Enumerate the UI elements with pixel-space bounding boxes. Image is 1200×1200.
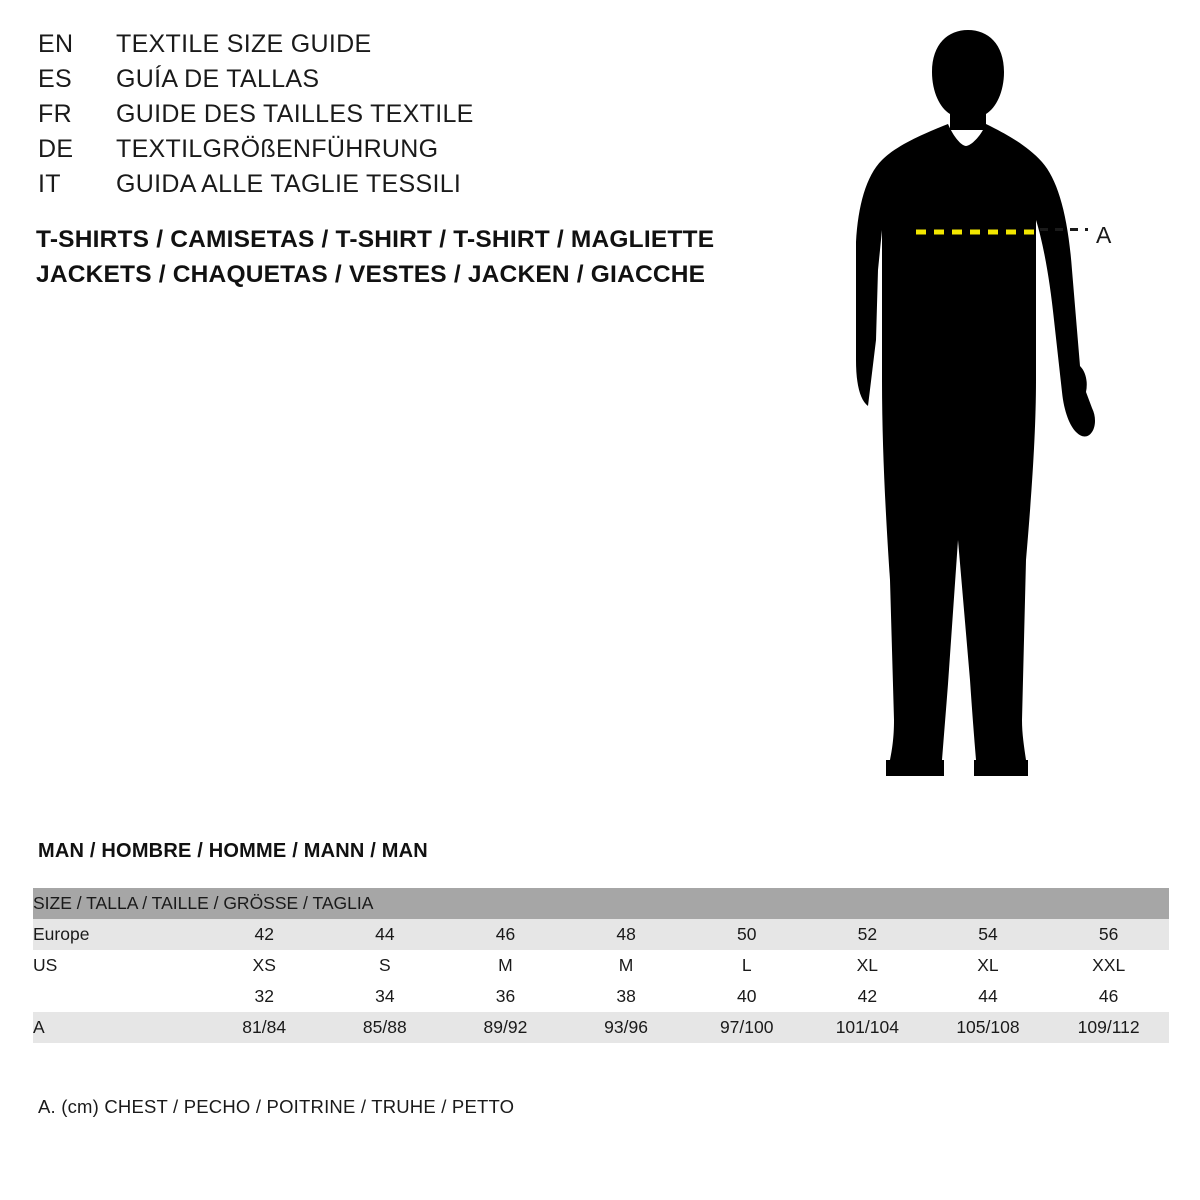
cell-value: 38 <box>566 981 687 1012</box>
garment-type-tshirts: T-SHIRTS / CAMISETAS / T-SHIRT / T-SHIRT / MAGLIETTE <box>36 226 715 253</box>
cell-value: 105/108 <box>928 1012 1049 1043</box>
language-text: GUÍA DE TALLAS <box>116 65 320 93</box>
table-row <box>33 888 1169 919</box>
language-text: TEXTILE SIZE GUIDE <box>116 30 372 58</box>
table-row <box>33 1012 1169 1043</box>
language-text: GUIDA ALLE TAGLIE TESSILI <box>116 170 462 198</box>
cell-value: 81/84 <box>204 1012 325 1043</box>
language-code: FR <box>38 100 72 128</box>
cell-value: 56 <box>1048 919 1169 950</box>
cell-value: 44 <box>928 981 1049 1012</box>
language-row <box>38 170 758 205</box>
cell-value: 50 <box>686 919 807 950</box>
row-label-blank <box>33 981 204 1012</box>
cell-value: 42 <box>807 981 928 1012</box>
table-footnote: A. (cm) CHEST / PECHO / POITRINE / TRUHE / PETTO <box>38 1096 515 1117</box>
row-label-us: US <box>33 950 204 981</box>
language-code: ES <box>38 65 72 93</box>
table-row <box>33 981 1169 1012</box>
cell-value: XS <box>204 950 325 981</box>
garment-type-list <box>36 222 796 292</box>
cell-value: 89/92 <box>445 1012 566 1043</box>
cell-value: S <box>325 950 446 981</box>
cell-value: 36 <box>445 981 566 1012</box>
garment-type-jackets: JACKETS / CHAQUETAS / VESTES / JACKEN / GIACCHE <box>36 261 706 288</box>
table-row <box>33 950 1169 981</box>
language-code: IT <box>38 170 61 198</box>
language-code: DE <box>38 135 74 163</box>
language-list <box>38 30 758 205</box>
cell-value: 46 <box>445 919 566 950</box>
language-row <box>38 135 758 170</box>
row-label-europe: Europe <box>33 919 204 950</box>
cell-value: M <box>445 950 566 981</box>
male-figure-illustration <box>820 20 1180 790</box>
language-code: EN <box>38 30 74 58</box>
cell-value: XXL <box>1048 950 1169 981</box>
cell-value: 42 <box>204 919 325 950</box>
measure-label-a: A <box>1096 222 1112 248</box>
language-row <box>38 30 758 65</box>
cell-value: 48 <box>566 919 687 950</box>
table-row <box>33 919 1169 950</box>
cell-value: XL <box>928 950 1049 981</box>
cell-value: M <box>566 950 687 981</box>
cell-value: 54 <box>928 919 1049 950</box>
cell-value: 34 <box>325 981 446 1012</box>
cell-value: 101/104 <box>807 1012 928 1043</box>
cell-value: 52 <box>807 919 928 950</box>
language-text: TEXTILGRÖßENFÜHRUNG <box>116 135 439 163</box>
cell-value: XL <box>807 950 928 981</box>
language-row <box>38 100 758 135</box>
size-table-header-label: SIZE / TALLA / TAILLE / GRÖSSE / TAGLIA <box>33 888 1169 919</box>
cell-value: 44 <box>325 919 446 950</box>
cell-value: 32 <box>204 981 325 1012</box>
cell-value: 85/88 <box>325 1012 446 1043</box>
cell-value: 46 <box>1048 981 1169 1012</box>
size-table <box>33 888 1169 1043</box>
language-row <box>38 65 758 100</box>
cell-value: 109/112 <box>1048 1012 1169 1043</box>
cell-value: 40 <box>686 981 807 1012</box>
language-text: GUIDE DES TAILLES TEXTILE <box>116 100 474 128</box>
cell-value: L <box>686 950 807 981</box>
cell-value: 93/96 <box>566 1012 687 1043</box>
row-label-a: A <box>33 1012 204 1043</box>
table-section-title: MAN / HOMBRE / HOMME / MANN / MAN <box>38 840 428 862</box>
measure-leader-line <box>1040 228 1088 231</box>
cell-value: 97/100 <box>686 1012 807 1043</box>
